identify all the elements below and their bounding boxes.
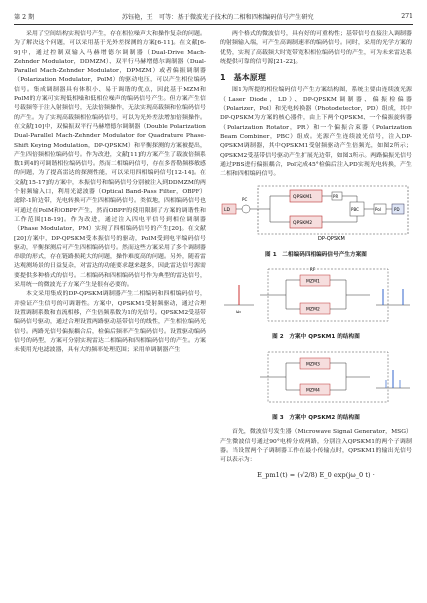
figure-2-diagram (220, 265, 412, 327)
header-rule (14, 24, 413, 25)
figure-3-diagram (220, 348, 412, 408)
pc-label: PC (242, 197, 248, 203)
input-omega-label: ω₀ (236, 309, 242, 315)
mzm4-label: MZM4 (306, 388, 320, 394)
pbc-label: PBC (351, 207, 360, 213)
mzm3-label: MZM3 (306, 362, 320, 368)
output-spectrum (376, 289, 410, 305)
pd-label: PD (394, 207, 400, 213)
mzm1-label: MZM1 (306, 279, 320, 285)
right-body-paragraph: 图1为所提的相位编码信号产生方案结构图，系统主要由连续波光源（Laser Diode，LD）、DP-QPSKM调制器、偏振检偏器（Polarizer，Pol）和光电转换器（Photodetector，PD）组成，其中DP-QPSKM为方案的核心器件，由上下两个QPSKM、一个偏振旋转器（Polarization Rotator，PR）和一个偏振合束器（Polarization Beam Combiner，PBC）组成。光源产生连续波光信号，注入DP-QPSKM调制器，其中QPSKM1受射频驱动产生倍频光，如图2所示；QPSKM2受基带信号驱动产生扩展光边带，如图3所示。两路偏振光信号通过PBS进行偏振耦合，Pol完成45°检偏后注入PD实现光电转换，产生二相和四相编码信号。 (220, 87, 412, 178)
running-header (14, 10, 413, 22)
input-spectrum (224, 285, 254, 314)
dp-qpskm-label: DP-QPSKM (318, 236, 345, 243)
left-paragraph-1: 采用了空间结构实现信号产生，存在相位噪声大和操作复杂的问题。为了解决这个问题，可以采用基于光外差探测的方案[6-11]。在文献[6-9]中，通过控制双输入马赫增德尔调制器（Dual-Drive Mach-Zehnder Modulator，DDMZM）、双平行马赫增德尔调制器（Dual-Parallel Mach-Zehnder Modulator，DPMZM）或者偏振调制器（Polarization Modulator，PolM）的驱动电压，可以产生相位编码信号。集成调制器具有体积小、易于调谐的优点，因此基于MZM和PolM的方案可实现低相噪和低相位噪声的编码信号产生。但方案产生信号载频等于注入射频信号，无法倍频操作，无法实现高载频和位编码信号的产生。为了实现高载频相位编码信号，可以为光外差法增加倍频操作。在文献[10]中，双偏振双平行马赫增德尔调制器（Double Polarization Dual-Parallel Mach-Zehnder Modulator for Quadrature Phase-Shift Keying Modulation，DP-QPSKM）和平衡探测的方案被提出，产生四倍频相位编码信号。作为改进，文献[11]的方案产生了载波倍频系数1到4的可调谐相位编码信号。然而二相编码信号，存在多普勒频移敏感的问题，为了提高雷达的探测性能，可以采用四相编码信号[12-14]。在文献[15-17]的方案中，本振信号和编码信号分别被注入到DDMZM的两个射频输入口，利用光滤波器（Optical Band-Pass Filter，OBPF）滤除-1阶边带，光电转换可产生四相编码信号。类似地，四相编码信号也可通过在PolM和OBPF产生，然而OBPF的使用限制了方案的调谐性和工作范围[18-19]。作为改进，通过注入四电平信号到相位调制器（Phase Modulator，PM）实现了四相编码信号的产生[20]。在文献[20]方案中，DP-QPSKM受本振信号的驱动，PolM受到电平编码信号驱动，平衡探测后可产生四相编码信号。然而这些方案采用了多个调制器串联的形式，存在链路损耗大的问题，操作难度高的问题。另外，随着雷达观测场景的日益复杂，对雷达的功能要求越来越多，因此雷达信号源需要提供多种格式的信号。二相编码和四相编码信号作为典型的雷达信号，采用统一的微波光子方案产生是很有必要的。 (14, 31, 206, 289)
running-title: 苏钰艳，王 可等：基于微波光子技术的二相和四相编码信号产生研究 (121, 13, 314, 21)
figure-3-caption: 图 3 方案中 QPSKM2 的结构图 (272, 414, 360, 421)
qpskm2-label: QPSKM2 (293, 221, 313, 227)
section-heading: 1 基本原理 (220, 73, 266, 83)
figure-1-diagram (220, 182, 412, 244)
right-column (220, 30, 412, 481)
figure-1 (220, 182, 412, 260)
figure-3 (220, 348, 412, 424)
mzm2-label: MZM2 (306, 307, 320, 313)
left-paragraph-2: 本文采用集成的DP-QPSKM调制器产生二相编码和四相编码信号，并验证产生信号的可调谐性。方案中，QPSKM1受射频驱动，通过合理设置调制系数和直流相移，产生倍频系数为1的光信号。QPSKM2受基带编码信号驱动，通过合理设置两路驱动基带信号的线性，产生相位编码光信号。两路光信号偏振耦合后，检偏后频率产生编码信号。设置驱动编码信号的码型，方案可分别实现雷达二相编码和四相编码信号的产生。方案未使用光电滤波器，具有大的频率处理范围；采用单调制器产生 (14, 291, 206, 354)
figure-2-caption: 图 2 方案中 QPSKM1 的结构图 (272, 334, 360, 341)
right-after-paragraph: 首先，微波信号发生器（Microwave Signal Generator，MSG）产生微波信号通过90°电桥分成两路，分别注入QPSKM1的两个子调制器。当设置两个子调制器工作在最小传输点时，QPSKM1的输出光信号可以表示为： (220, 429, 412, 464)
page-number: 271 (401, 12, 413, 20)
rf-label: RF (310, 267, 316, 273)
pol-label: Pol (375, 207, 381, 213)
qpskm1-label: QPSKM1 (293, 195, 313, 201)
ld-label: LD (224, 208, 231, 214)
pr-label: PR (333, 194, 339, 200)
figure-2 (220, 265, 412, 343)
figure-1-caption: 图 1 二相编码四相编码信号产生方案图 (265, 251, 367, 258)
output-spectrum-2 (376, 370, 410, 388)
right-intro-paragraph: 两个格式的微波信号，具有好的可重构性；基带信号直接注入调制器的射频输入端，可产生高调制速率的编码信号。同时，采用的光学方案的优势，实现了高载频大时宽带宽积相位编码信号的产生，可为未来雷达系统提供可靠的信号源[21-22]。 (220, 31, 412, 65)
equation-1: E_pm1(t) = (√2/8) E_0 exp(jω_0 t) · (257, 471, 375, 480)
pc-symbol (242, 205, 250, 213)
left-column (14, 30, 206, 355)
issue-number: 第 2 期 (14, 13, 35, 21)
